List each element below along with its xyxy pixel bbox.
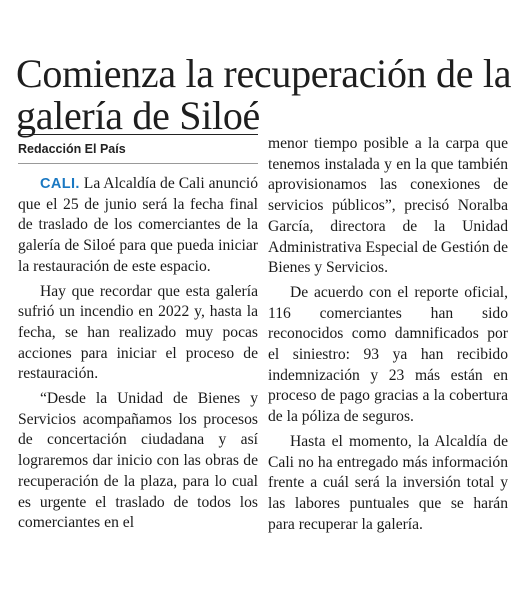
paragraph-2: Hay que recordar que esta galería sufrió un incendio en 2022 y, hasta la fecha, se han realizado muy pocas acciones para iniciar el proceso de restauración. [18, 282, 258, 383]
article-headline: Comienza la recuperación de la galería de Siloé [16, 50, 512, 138]
left-column [18, 134, 258, 534]
paragraph-6: Hasta el momento, la Alcaldía de Cali no ha entregado más información frente a cuál será la inversión total y las labores puntuales que se harán para recuperar la galería. [268, 432, 508, 533]
dateline: CALI. [40, 176, 80, 192]
paragraph-5: De acuerdo con el reporte oficial, 116 comerciantes han sido reconocidos como damnificados por el siniestro: 93 ya han recibido indemnización y 23 más están en proceso de pago gracias a la cobertura de la póliza de seguros. [268, 283, 508, 426]
byline-top-rule [18, 134, 258, 135]
byline-bottom-rule [18, 163, 258, 164]
paragraph-1 [18, 174, 258, 278]
right-column [268, 134, 508, 535]
paragraph-1-text: La Alcaldía de Cali anunció que el 25 de junio será la fecha final de traslado de los comerciantes de la galería de Siloé para que pueda iniciar la restauración de este espacio. [18, 175, 258, 275]
paragraph-4: menor tiempo posible a la carpa que tenemos instalada y en la que también aprovisionamos las conexiones de servicios públicos”, precisó Noralba García, directora de la Unidad Administrativa Especial de Gestión de Bienes y Servicios. [268, 135, 508, 277]
byline: Redacción El País [18, 142, 126, 156]
paragraph-3: “Desde la Unidad de Bienes y Servicios acompañamos los procesos de concertación ciudadana y así lograremos dar inicio con las obras de recuperación de la plaza, para lo cual es urgente el traslado de todos los comerciantes en el [18, 390, 258, 532]
